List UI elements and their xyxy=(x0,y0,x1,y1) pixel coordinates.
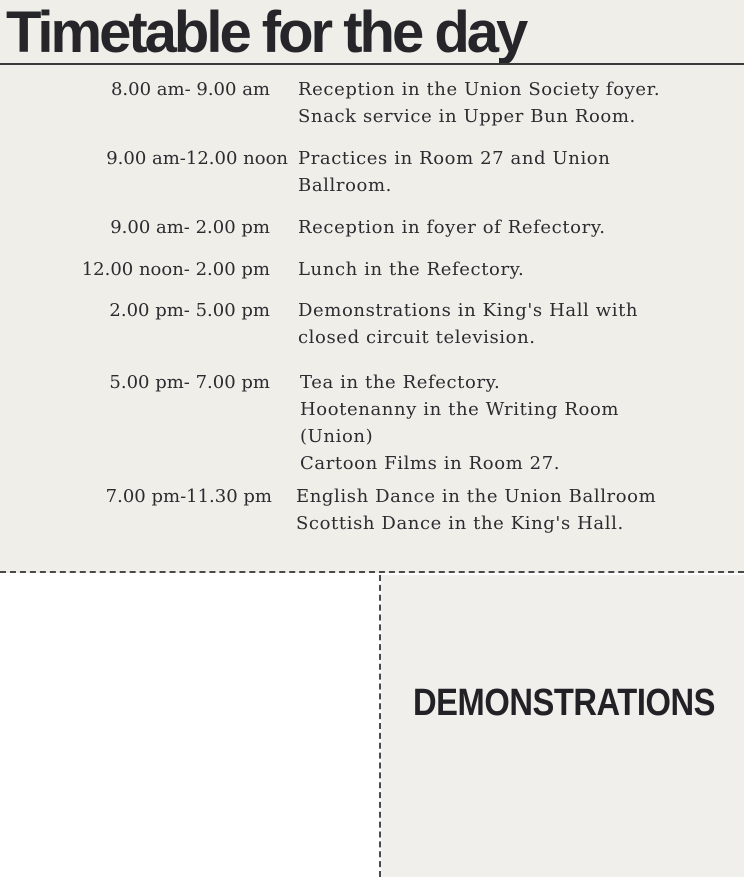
demonstrations-heading: DEMONSTRATIONS xyxy=(413,682,716,724)
schedule-time: 8.00 am- 9.00 am xyxy=(110,79,270,100)
schedule-time: 7.00 pm-11.30 pm xyxy=(105,486,272,507)
schedule-time: 5.00 pm- 7.00 pm xyxy=(109,372,270,393)
page-title: Timetable for the day xyxy=(6,0,526,65)
schedule-time: 9.00 am-12.00 noon xyxy=(106,148,288,169)
schedule-time: 2.00 pm- 5.00 pm xyxy=(109,300,270,321)
schedule-activity: Demonstrations in King's Hall with closed circuit television. xyxy=(298,300,639,348)
panel-fold-edge xyxy=(379,575,381,877)
schedule-activity: Lunch in the Refectory. xyxy=(298,259,525,280)
schedule-activity: Reception in the Union Society foyer. Snack service in Upper Bun Room. xyxy=(298,79,661,127)
demonstrations-panel xyxy=(381,575,744,877)
schedule-activity: English Dance in the Union Ballroom Scottish Dance in the King's Hall. xyxy=(296,486,657,534)
schedule-time: 12.00 noon- 2.00 pm xyxy=(81,259,270,280)
fold-line xyxy=(0,571,744,573)
schedule-time: 9.00 am- 2.00 pm xyxy=(110,217,270,238)
schedule-activity: Tea in the Refectory. Hootenanny in the Writing Room (Union) Cartoon Films in Room 27. xyxy=(300,372,620,474)
schedule-activity: Reception in foyer of Refectory. xyxy=(298,217,606,238)
schedule-activity: Practices in Room 27 and Union Ballroom. xyxy=(298,148,611,196)
